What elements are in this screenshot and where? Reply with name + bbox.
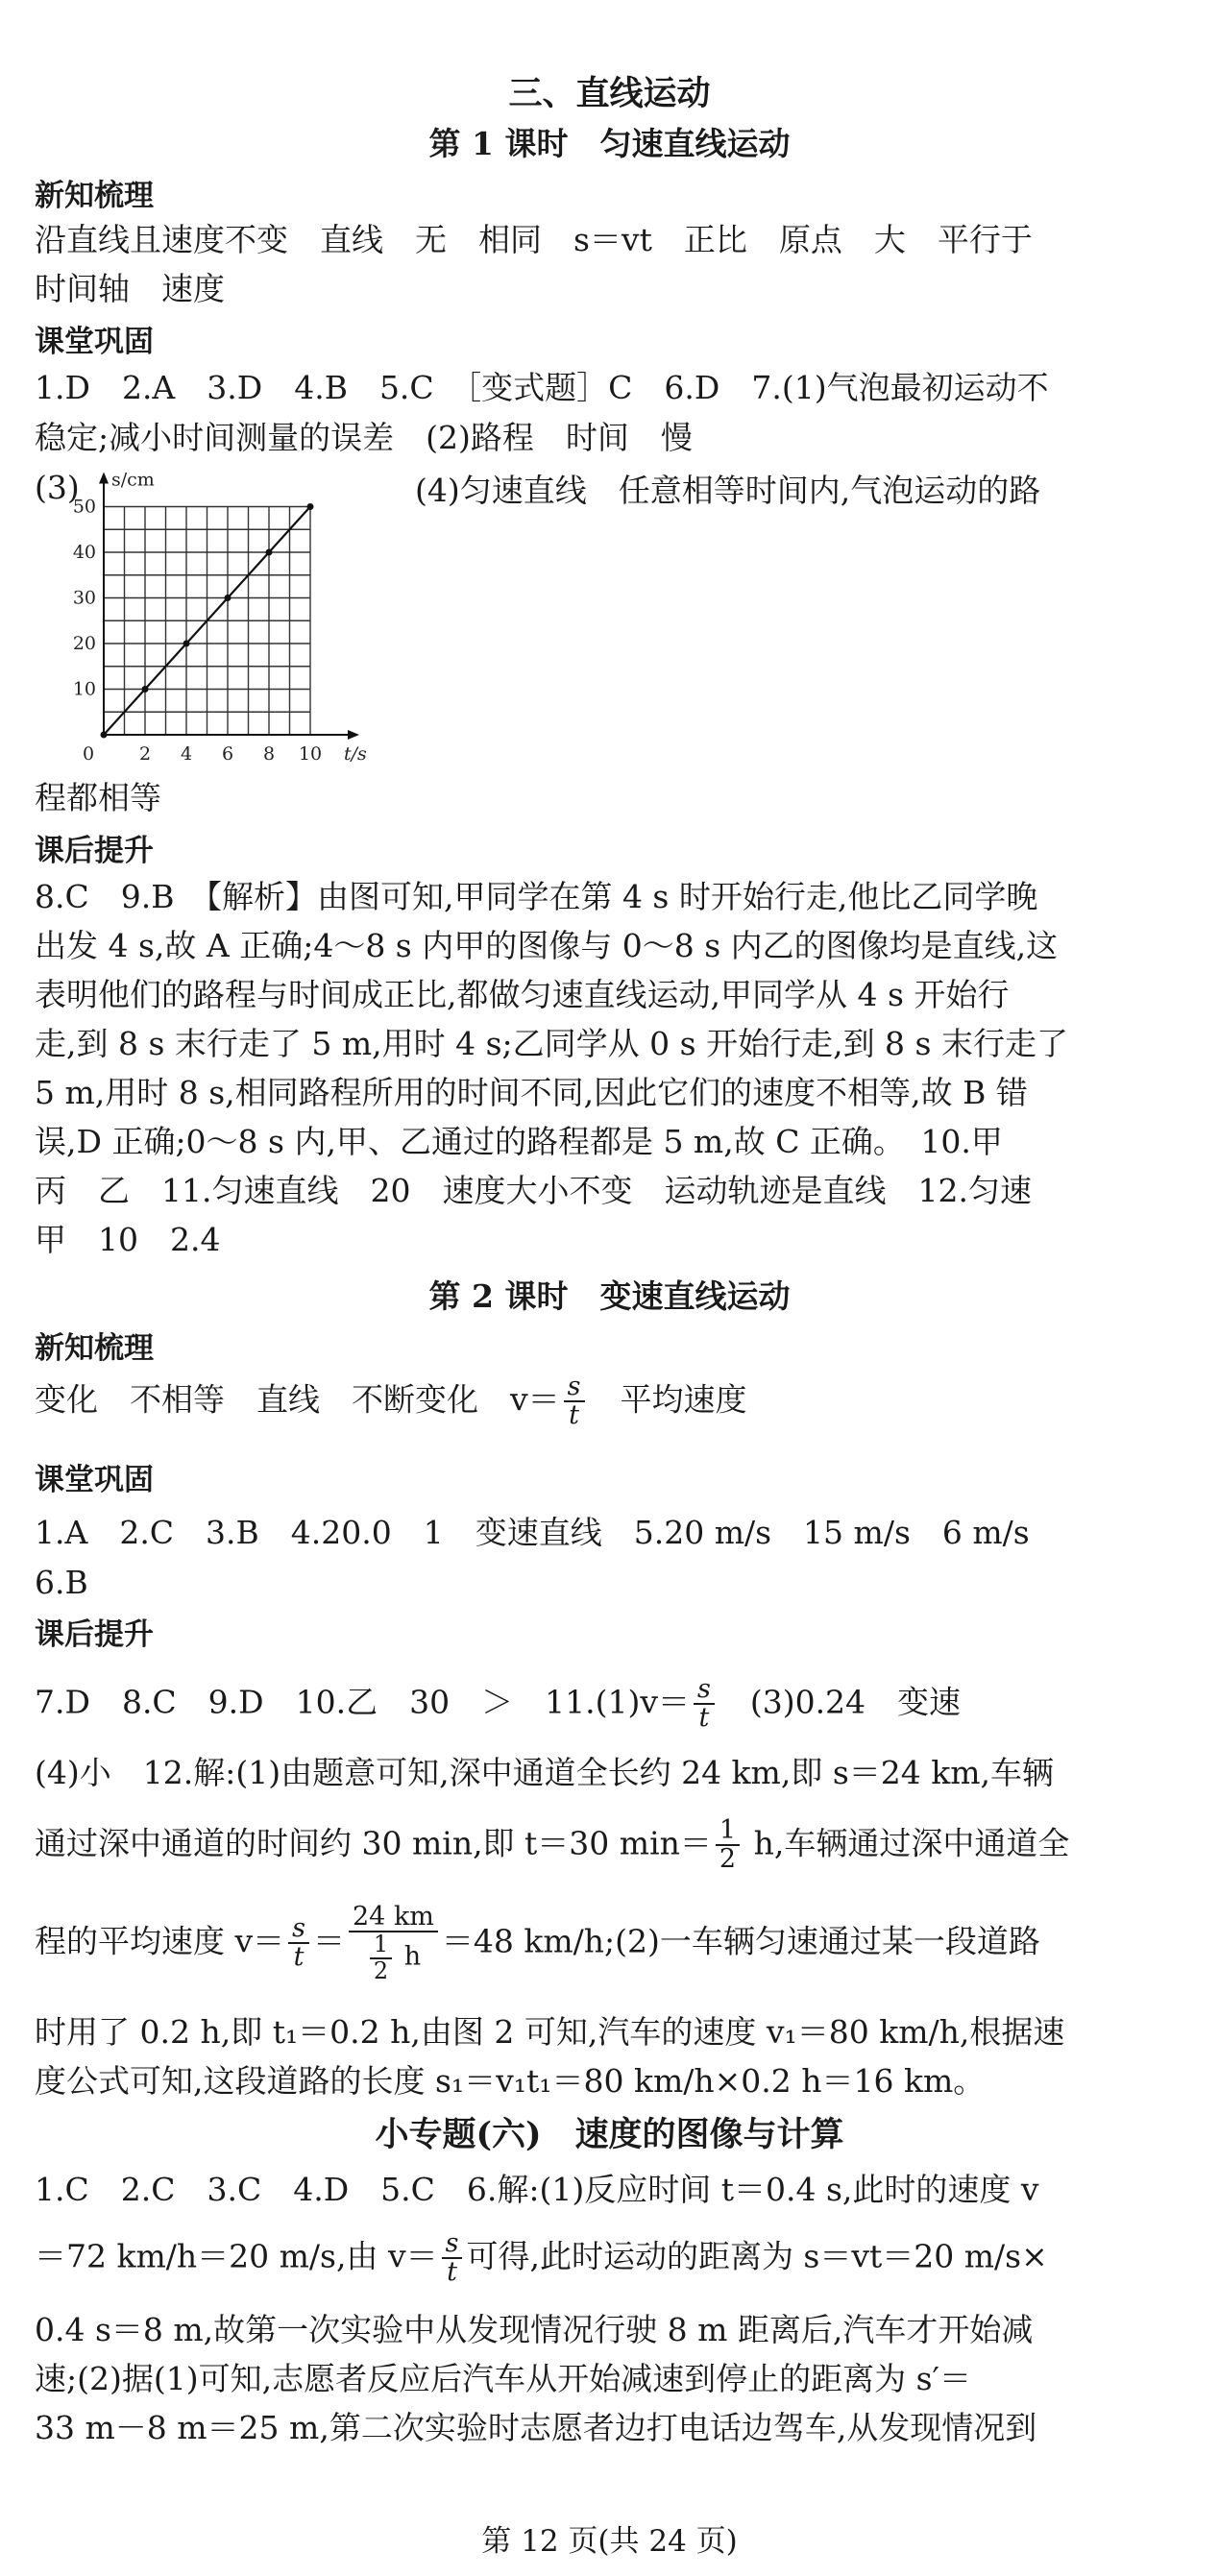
lesson2-title: 第 2 课时 变速直线运动 bbox=[428, 1277, 791, 1315]
lesson2-after-heading: 课后提升 bbox=[35, 1617, 154, 1652]
fraction-s-over-t: $\frac{s}{t}$ bbox=[564, 1373, 585, 1430]
lesson1-after-line-2: 出发 4 s,故 A 正确;4～8 s 内甲的图像与 0～8 s 内乙的图像均是直线,这 bbox=[35, 927, 1059, 964]
lesson1-new-knowledge-heading: 新知梳理 bbox=[35, 179, 154, 213]
lesson1-after-line-3: 表明他们的路程与时间成正比,都做匀速直线运动,甲同学从 4 s 开始行 bbox=[35, 976, 1010, 1013]
lesson2-after-line5: 时用了 0.2 h,即 t₁＝0.2 h,由图 2 可知,汽车的速度 v₁＝80 km/h,根据速 bbox=[35, 2013, 1065, 2051]
special-line2: ＝72 km/h＝20 m/s,由 v＝ $\frac{s}{t}$ 可得,此时运动的距离为 s＝vt＝20 m/s× bbox=[35, 2228, 1048, 2288]
lesson2-new-knowledge-heading: 新知梳理 bbox=[35, 1331, 154, 1366]
x-tick-label: 10 bbox=[298, 743, 323, 765]
lesson1-after-line-7: 丙 乙 11.匀速直线 20 速度大小不变 运动轨迹是直线 12.匀速 bbox=[35, 1172, 1032, 1209]
q4-text: (4)匀速直线 任意相等时间内,气泡运动的路 bbox=[415, 472, 1041, 509]
lesson2-class-line2: 6.B bbox=[35, 1564, 88, 1601]
q3-label: (3) bbox=[35, 469, 80, 506]
lesson1-after-heading: 课后提升 bbox=[35, 834, 154, 868]
page-footer: 第 12 页(共 24 页) bbox=[481, 2524, 738, 2559]
data-point bbox=[225, 595, 232, 601]
y-axis-label: s/cm bbox=[111, 469, 155, 491]
lesson1-after-line-5: 5 m,用时 8 s,相同路程所用的时间不同,因此它们的速度不相等,故 B 错 bbox=[35, 1074, 1028, 1111]
fraction-s-over-t: $\frac{s}{t}$ bbox=[442, 2230, 463, 2287]
x-tick-label: 2 bbox=[138, 743, 152, 765]
special-line1: 1.C 2.C 3.C 4.D 5.C 6.解:(1)反应时间 t＝0.4 s,此时的速度 v bbox=[35, 2171, 1039, 2208]
fraction-s-over-t: $\frac{s}{t}$ bbox=[694, 1676, 715, 1733]
x-axis-arrow bbox=[348, 730, 359, 740]
y-tick-label: 30 bbox=[72, 587, 96, 609]
fraction-24km-over-half-h: 24 km $\frac{1}{2}$ h bbox=[349, 1904, 438, 1983]
x-tick-label: 0 bbox=[82, 743, 95, 765]
lesson1-new-line1: 沿直线且速度不变 直线 无 相同 s＝vt 正比 原点 大 平行于 bbox=[35, 221, 1033, 258]
lesson1-after-line-4: 走,到 8 s 末行走了 5 m,用时 4 s;乙同学从 0 s 开始行走,到 8 s 末行走了 bbox=[35, 1025, 1068, 1062]
lesson1-after-line-6: 误,D 正确;0～8 s 内,甲、乙通过的路程都是 5 m,故 C 正确。 10.甲 bbox=[35, 1123, 1003, 1160]
lesson1-after-line-1: 8.C 9.B 【解析】由图可知,甲同学在第 4 s 时开始行走,他比乙同学晚 bbox=[35, 878, 1038, 915]
lesson1-class-heading: 课堂巩固 bbox=[35, 325, 154, 359]
data-point bbox=[183, 641, 190, 647]
data-point bbox=[101, 732, 108, 739]
data-point bbox=[142, 686, 149, 693]
q4-continued: 程都相等 bbox=[35, 779, 161, 816]
lesson2-after-line4: 程的平均速度 v＝ $\frac{s}{t}$ ＝ 24 km $\frac{1}{2}$ h ＝48 km/h;(2)一车辆匀速通过某一段道路 bbox=[35, 1902, 1040, 1984]
y-axis-arrow bbox=[99, 473, 109, 484]
y-tick-label: 40 bbox=[72, 542, 96, 563]
fraction-s-over-t: $\frac{s}{t}$ bbox=[288, 1915, 309, 1972]
data-point bbox=[266, 549, 273, 556]
lesson1-class-line1: 1.D 2.A 3.D 4.B 5.C ［变式题］C 6.D 7.(1)气泡最初运动不 bbox=[35, 369, 1049, 406]
lesson2-after-line3: 通过深中通道的时间约 30 min,即 t＝30 min＝ $\frac{1}{2}$ h,车辆通过深中通道全 bbox=[35, 1815, 1070, 1875]
special-line3: 0.4 s＝8 m,故第一次实验中从发现情况行驶 8 m 距离后,汽车才开始减 bbox=[35, 2311, 1034, 2348]
special-topic-title: 小专题(六) 速度的图像与计算 bbox=[375, 2115, 844, 2154]
special-line4: 速;(2)据(1)可知,志愿者反应后汽车从开始减速到停止的距离为 s′＝ bbox=[35, 2360, 972, 2397]
x-tick-label: 4 bbox=[180, 743, 193, 765]
lesson1-new-line2: 时间轴 速度 bbox=[35, 270, 225, 307]
x-tick-label: 8 bbox=[262, 743, 276, 765]
x-tick-label: 6 bbox=[221, 743, 234, 765]
chapter-title: 三、直线运动 bbox=[508, 74, 711, 113]
y-tick-label: 50 bbox=[72, 496, 96, 518]
lesson2-class-heading: 课堂巩固 bbox=[35, 1463, 154, 1497]
lesson2-class-line1: 1.A 2.C 3.B 4.20.0 1 变速直线 5.20 m/s 15 m/s 6 m/s bbox=[35, 1514, 1030, 1551]
lesson1-title: 第 1 课时 匀速直线运动 bbox=[428, 125, 791, 162]
x-axis-label: t/s bbox=[344, 743, 367, 765]
lesson1-class-line2: 稳定;减小时间测量的误差 (2)路程 时间 慢 bbox=[35, 419, 693, 456]
s-t-graph bbox=[35, 461, 400, 778]
lesson2-after-line1: 7.D 8.C 9.D 10.乙 30 ＞ 11.(1)v＝ $\frac{s}{t}$ (3)0.24 变速 bbox=[35, 1674, 962, 1734]
fraction-one-half: $\frac{1}{2}$ bbox=[716, 1817, 740, 1874]
y-tick-label: 20 bbox=[72, 633, 96, 654]
data-point bbox=[307, 503, 314, 510]
lesson2-new-line: 变化 不相等 直线 不断变化 v＝ $\frac{s}{t}$ 平均速度 bbox=[35, 1372, 747, 1431]
y-tick-label: 10 bbox=[72, 678, 96, 700]
lesson2-after-line6: 度公式可知,这段道路的长度 s₁＝v₁t₁＝80 km/h×0.2 h＝16 km。 bbox=[35, 2062, 986, 2100]
special-line5: 33 m－8 m＝25 m,第二次实验时志愿者边打电话边驾车,从发现情况到 bbox=[35, 2409, 1037, 2446]
lesson1-after-line-8: 甲 10 2.4 bbox=[35, 1221, 221, 1258]
lesson2-after-line2: (4)小 12.解:(1)由题意可知,深中通道全长约 24 km,即 s＝24 km,车辆 bbox=[35, 1754, 1055, 1791]
